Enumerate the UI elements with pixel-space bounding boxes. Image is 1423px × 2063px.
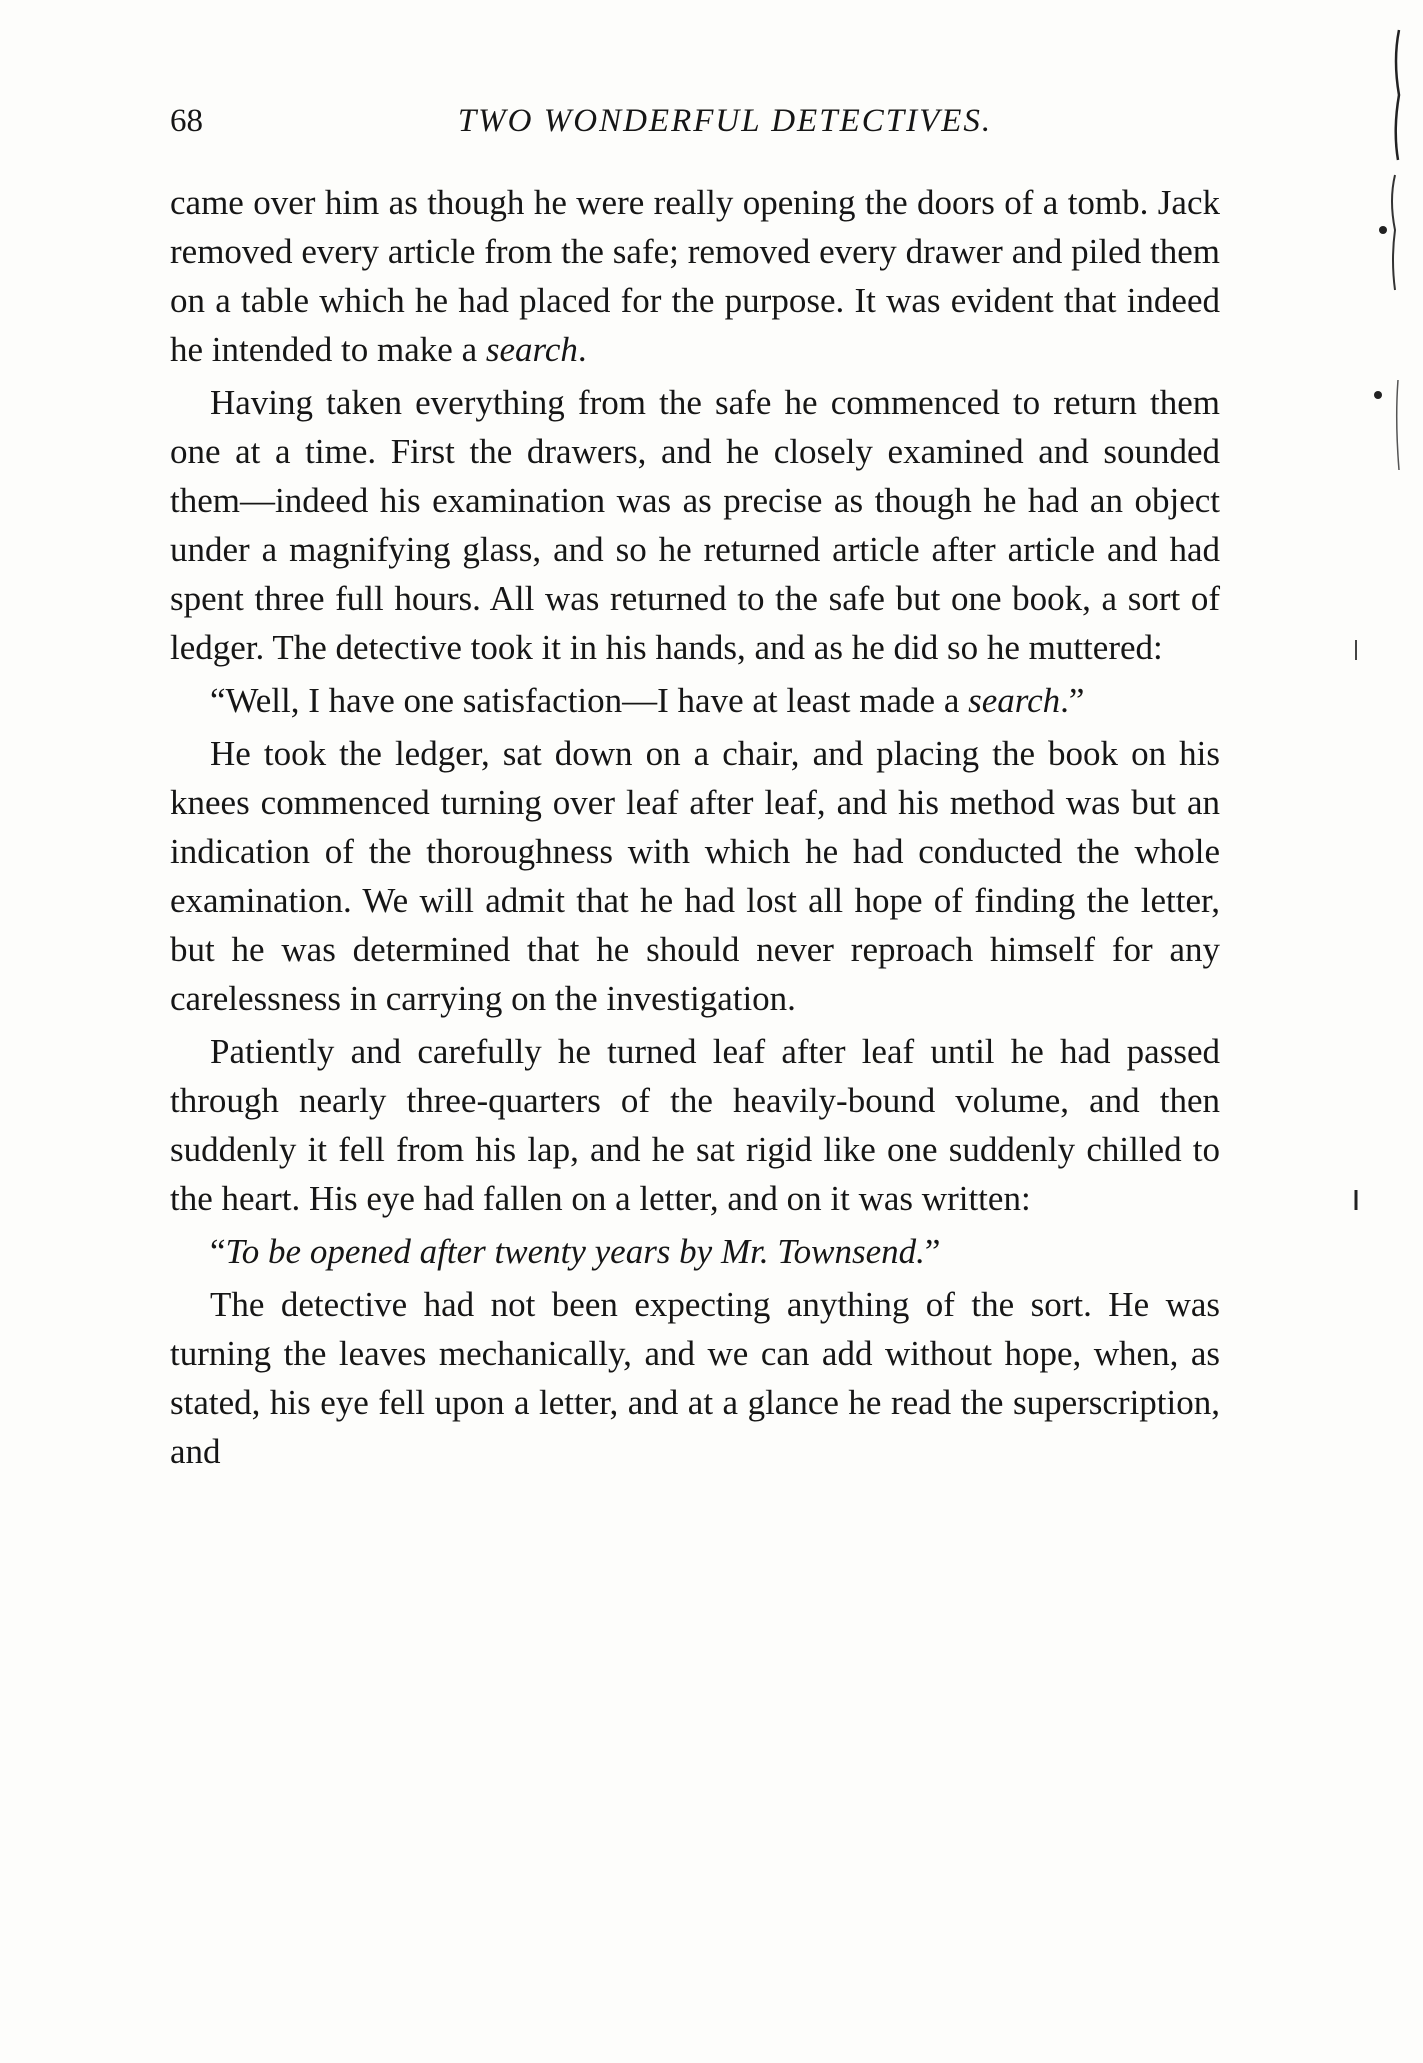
paragraph-4: He took the ledger, sat down on a chair, and placing the book on his knees commenced turning over leaf after leaf, and his method was but an indication of the thoroughness with which he had conducted the whole examination. We will admit that he had lost all hope of finding the letter, but he was determined that he should never reproach himself for any carelessness in carrying on the investigation. [170, 734, 1220, 1018]
body-text [170, 178, 1220, 1476]
letter-superscription: “To be opened after twenty years by Mr. Townsend.” [210, 1232, 941, 1271]
paragraph-5: Patiently and carefully he turned leaf after leaf until he had passed through nearly three-quarters of the heavily-bound volume, and then suddenly it fell from his lap, and he sat rigid like one suddenly chilled to the heart. His eye had fallen on a letter, and on it was written: [170, 1032, 1220, 1218]
running-title: TWO WONDERFUL DETECTIVES. [457, 103, 993, 139]
page-number: 68 [170, 103, 203, 139]
paragraph-1: came over him as though he were really opening the doors of a tomb. Jack removed every article from the safe; removed every drawer and piled them on a table which he had placed for the purpose. It was evident that indeed he intended to make a search. [170, 183, 1220, 369]
paragraph-3: “Well, I have one satisfaction—I have at least made a search.” [210, 681, 1085, 720]
page-edge-marks [1343, 0, 1423, 2063]
page-header [170, 96, 1220, 146]
paragraph-2: Having taken everything from the safe he commenced to return them one at a time. First the drawers, and he closely examined and sounded them—indeed his examination was as precise as though he had an object under a magnifying glass, and so he returned article after article and had spent three full hours. All was returned to the safe but one book, a sort of ledger. The detective took it in his hands, and as he did so he muttered: [170, 383, 1220, 667]
paragraph-7: The detective had not been expecting anything of the sort. He was turning the leaves mechanically, and we can add without hope, when, as stated, his eye fell upon a letter, and at a glance he read the superscription, and [170, 1285, 1220, 1471]
